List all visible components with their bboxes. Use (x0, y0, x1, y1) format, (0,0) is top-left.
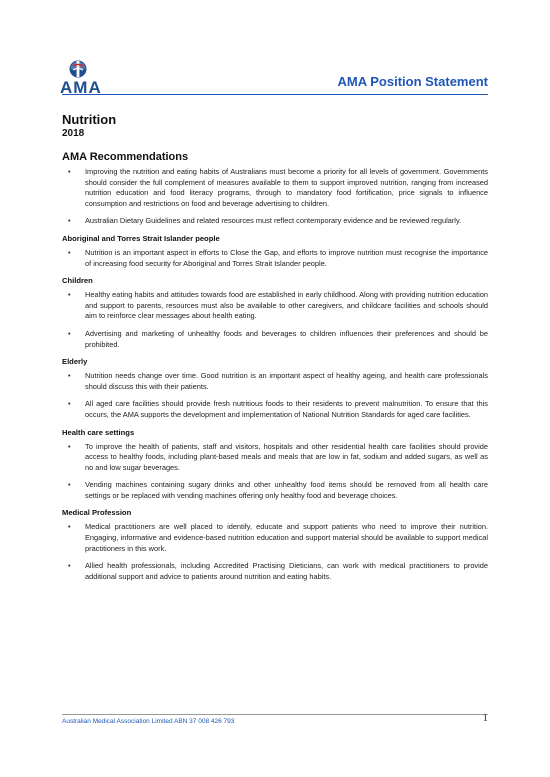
bullet-icon: • (68, 328, 71, 338)
aboriginal-list (62, 248, 488, 269)
bullet-icon: • (68, 167, 71, 176)
recommendations-heading: AMA Recommendations (62, 151, 189, 163)
bullet-icon: • (68, 290, 71, 300)
section-heading-aboriginal: Aboriginal and Torres Strait Islander people (62, 233, 220, 243)
list-item: • Improving the nutrition and eating habits of Australians must become a priority for all levels of government. Governments should consider the full complement of measures available to them to support improved nutrition, ranging from increased nutrition education and food literacy programs, through to mandatory food fortification, price signals to influence consumption and restrictions on food and beverage advertising to children. (68, 167, 488, 208)
list-item: • Australian Dietary Guidelines and related resources must reflect contemporary evidence and be reviewed regularly. (68, 216, 462, 226)
list-item: • To improve the health of patients, staff and visitors, hospitals and other residential health care facilities should provide access to healthy foods, including plant-based meals and meals that are low in fat, sodium and added sugars, as well as no and low sugar beverages. (68, 441, 488, 472)
bullet-icon: • (68, 247, 71, 257)
page-number: 1 (482, 712, 488, 724)
children-list (62, 290, 488, 350)
footer-organization: Australian Medical Association Limited ABN 37 008 426 793 (62, 718, 235, 725)
header-divider (62, 94, 488, 95)
list-item: • Healthy eating habits and attitudes towards food are established in early childhood. Along with providing nutrition education and support to parents, resources must also be available to other caregivers, and childcare facilities and schools should aim to reinforce clear messages about health eating. (68, 290, 488, 321)
document-title: Nutrition (62, 112, 117, 127)
list-item: • Advertising and marketing of unhealthy foods and beverages to children influences their preferences and should be prohibited. (68, 328, 488, 349)
position-statement-label: AMA Position Statement (337, 74, 488, 89)
section-heading-children: Children (62, 276, 93, 286)
list-item: • Nutrition is an important aspect in efforts to Close the Gap, and efforts to improve nutrition must recognise the importance of increasing food security for Aboriginal and Torres Strait Islander people. (68, 247, 488, 268)
health-care-list (62, 442, 488, 502)
bullet-icon: • (68, 441, 71, 451)
bullet-icon: • (68, 216, 71, 226)
list-item: • Allied health professionals, including Accredited Practising Dieticians, can work with medical practitioners to provide additional support and advice to patients around nutrition and eating habits. (68, 561, 488, 581)
document-body (62, 112, 488, 589)
ama-logo-text: AMA (60, 78, 102, 97)
section-heading-elderly: Elderly (62, 357, 88, 367)
section-heading-medical-profession: Medical Profession (62, 508, 132, 518)
bullet-icon: • (68, 522, 71, 532)
list-item: • All aged care facilities should provide fresh nutritious foods to their residents to prevent malnutrition. To ensure that this occurs, the AMA supports the development and implementation of National Nutrition Standards for aged care facilities. (68, 399, 488, 419)
medical-profession-list (62, 522, 488, 582)
document-year: 2018 (62, 128, 85, 139)
general-recommendations-list (62, 167, 488, 227)
list-item: • Vending machines containing sugary drinks and other unhealthy food items should be removed from all health care settings or be replaced with vending machines offering only healthy food and beverage choices. (68, 480, 488, 500)
list-item: • Medical practitioners are well placed to identify, educate and support patients who need to improve their nutrition. Engaging, informative and evidence-based nutrition education and support material should be available to support medical practitioners in this work. (68, 522, 488, 553)
list-item: • Nutrition needs change over time. Good nutrition is an important aspect of healthy ageing, and health care professionals should discuss this with their patients. (68, 371, 488, 391)
elderly-list (62, 371, 488, 420)
bullet-icon: • (68, 371, 71, 381)
bullet-icon: • (68, 561, 71, 571)
bullet-icon: • (68, 399, 71, 409)
footer-divider (62, 714, 488, 715)
bullet-icon: • (68, 480, 71, 490)
section-heading-health-care: Health care settings (62, 427, 135, 437)
